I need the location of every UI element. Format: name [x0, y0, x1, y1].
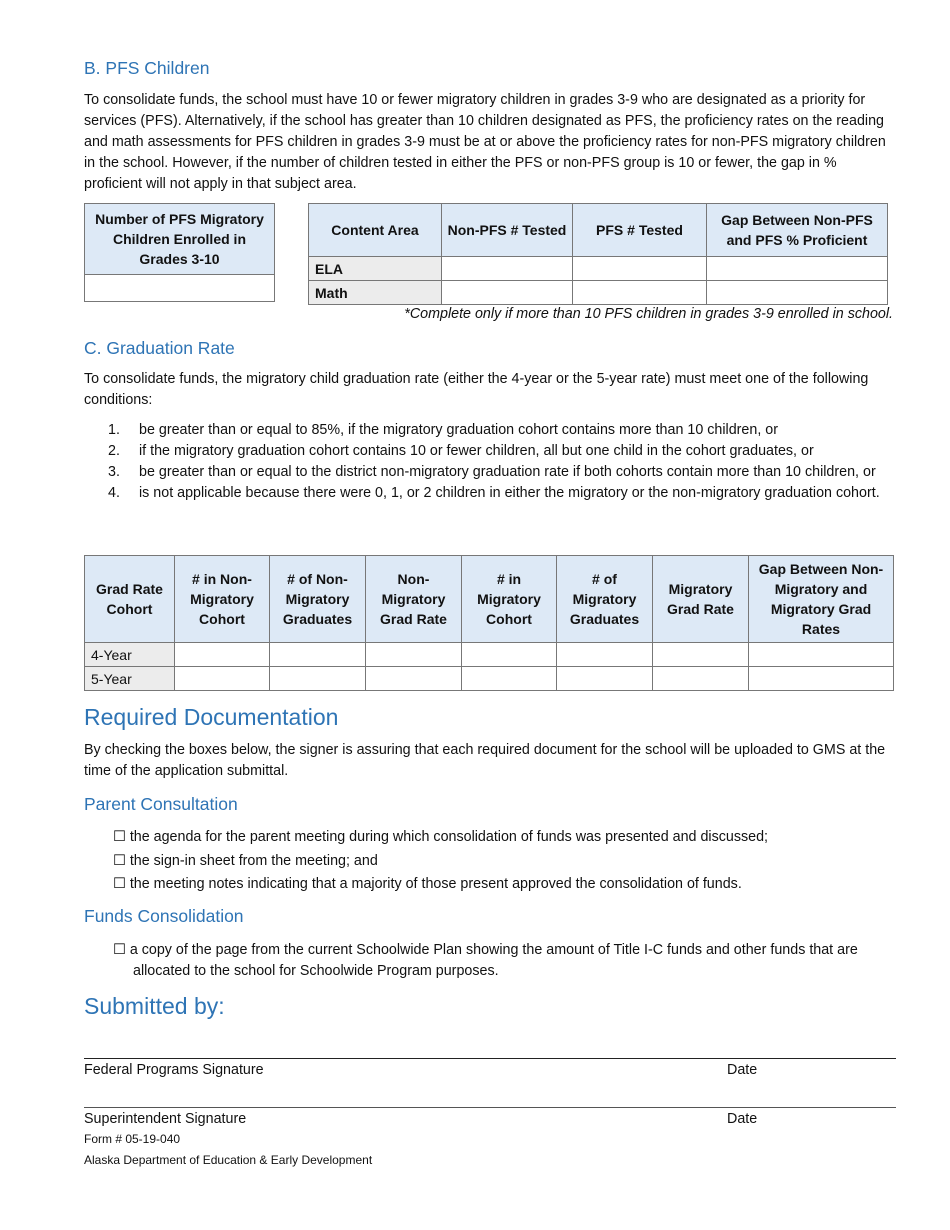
cell[interactable] [462, 643, 557, 667]
cell[interactable] [442, 257, 573, 281]
col-header: # of Non-Migratory Graduates [270, 556, 366, 643]
checkbox-icon[interactable]: ☐ [113, 852, 126, 869]
col-header: Migratory Grad Rate [653, 556, 749, 643]
date-label: Date [727, 1111, 758, 1127]
funds-consolidation-heading: Funds Consolidation [84, 906, 244, 926]
checkbox-icon[interactable]: ☐ [113, 942, 126, 958]
cell[interactable] [175, 667, 270, 691]
pfs-count-header: Number of PFS Migratory Children Enrolled in Grades 3-10 [85, 204, 275, 275]
parent-consultation-heading: Parent Consultation [84, 794, 238, 814]
grad-rate-table [84, 555, 894, 691]
organization-name: Alaska Department of Education & Early Development [84, 1153, 373, 1167]
pfs-count-table [84, 203, 275, 302]
grad-paragraph: To consolidate funds, the migratory child graduation rate (either the 4-year or the 5-year rate) must meet one of the following conditions: [84, 371, 869, 408]
signature-line [84, 1058, 896, 1059]
cell[interactable] [653, 667, 749, 691]
required-docs-paragraph: By checking the boxes below, the signer is assuring that each required document for the school will be uploaded to GMS at the time of the application submittal. [84, 742, 886, 779]
item-number: 1. [108, 422, 120, 438]
cell[interactable] [366, 667, 462, 691]
parent-checklist [113, 826, 896, 897]
funds-checklist [113, 940, 896, 982]
checkbox-icon[interactable]: ☐ [113, 829, 126, 845]
cell[interactable] [270, 643, 366, 667]
list-item [108, 441, 898, 462]
date-label: Date [727, 1062, 758, 1078]
list-item [108, 462, 898, 483]
list-item [108, 420, 898, 441]
pfs-paragraph: To consolidate funds, the school must have 10 or fewer migratory children in grades 3-9 who are designated as a priority for services (PFS). Alternatively, if the school has greater than 10 children designated as PFS, the proficiency rates on the reading and math assessments for PFS children in grades 3-9 must be at or above the proficiency rates for non-PFS migratory children in the school. However, if the number of children tested in either the PFS or non-PFS group is 10 or fewer, the gap in % proficient will not apply in that subject area. [84, 92, 886, 192]
table-row [85, 643, 894, 667]
submitted-by-heading: Submitted by: [84, 993, 225, 1019]
cell[interactable] [175, 643, 270, 667]
col-header: Content Area [309, 204, 442, 257]
pfs-heading: B. PFS Children [84, 58, 210, 78]
table-row [85, 667, 894, 691]
item-text: be greater than or equal to 85%, if the migratory graduation cohort contains more than 10 children, or [139, 422, 778, 438]
cell[interactable] [462, 667, 557, 691]
grad-conditions-list [108, 420, 898, 504]
pfs-count-cell[interactable] [85, 275, 275, 302]
table-row [309, 281, 888, 305]
col-header: PFS # Tested [573, 204, 707, 257]
item-number: 4. [108, 485, 120, 501]
superintendent-signature-label: Superintendent Signature [84, 1111, 247, 1127]
cell[interactable] [573, 281, 707, 305]
grad-heading: C. Graduation Rate [84, 338, 235, 358]
cell[interactable] [573, 257, 707, 281]
checklist-item[interactable] [113, 850, 896, 874]
required-docs-heading: Required Documentation [84, 704, 339, 730]
table-row [309, 257, 888, 281]
cell[interactable] [653, 643, 749, 667]
cell[interactable] [707, 281, 888, 305]
col-header: Non-PFS # Tested [442, 204, 573, 257]
cell[interactable] [707, 257, 888, 281]
pfs-footnote: *Complete only if more than 10 PFS children in grades 3-9 enrolled in school. [404, 306, 893, 322]
col-header: # of Migratory Graduates [557, 556, 653, 643]
checkbox-icon[interactable]: ☐ [113, 876, 126, 892]
row-label: Math [309, 281, 442, 305]
row-label: 4-Year [85, 643, 175, 667]
col-header: Gap Between Non-Migratory and Migratory Grad Rates [749, 556, 894, 643]
pfs-proficiency-table [308, 203, 888, 305]
cell[interactable] [557, 643, 653, 667]
form-number: Form # 05-19-040 [84, 1132, 181, 1146]
item-number: 2. [108, 443, 120, 459]
item-text: if the migratory graduation cohort contains 10 or fewer children, all but one child in the cohort graduates, or [139, 443, 814, 459]
item-text: the agenda for the parent meeting during which consolidation of funds was presented and discussed; [129, 829, 769, 845]
list-item [108, 483, 898, 504]
col-header: Gap Between Non-PFS and PFS % Proficient [707, 204, 888, 257]
item-text: the meeting notes indicating that a majority of those present approved the consolidation of funds. [129, 876, 742, 892]
row-label: 5-Year [85, 667, 175, 691]
cell[interactable] [557, 667, 653, 691]
col-header: # in Migratory Cohort [462, 556, 557, 643]
item-number: 3. [108, 464, 120, 480]
cell[interactable] [749, 643, 894, 667]
checklist-item[interactable] [113, 940, 896, 982]
signature-line [84, 1107, 896, 1108]
item-text: be greater than or equal to the district non-migratory graduation rate if both cohorts contain more than 10 children, or [139, 464, 876, 480]
item-text: is not applicable because there were 0, 1, or 2 children in either the migratory or the non-migratory graduation cohort. [139, 485, 880, 501]
cell[interactable] [366, 643, 462, 667]
col-header: Non-Migratory Grad Rate [366, 556, 462, 643]
item-text: a copy of the page from the current Schoolwide Plan showing the amount of Title I-C funds and other funds that are allocated to the school for Schoolwide Program purposes. [129, 942, 858, 979]
col-header: Grad Rate Cohort [85, 556, 175, 643]
cell[interactable] [442, 281, 573, 305]
checklist-item[interactable] [113, 873, 896, 897]
cell[interactable] [749, 667, 894, 691]
federal-signature-label: Federal Programs Signature [84, 1062, 264, 1078]
row-label: ELA [309, 257, 442, 281]
item-text: the sign-in sheet from the meeting; and [129, 852, 378, 869]
col-header: # in Non-Migratory Cohort [175, 556, 270, 643]
checklist-item[interactable] [113, 826, 896, 850]
cell[interactable] [270, 667, 366, 691]
